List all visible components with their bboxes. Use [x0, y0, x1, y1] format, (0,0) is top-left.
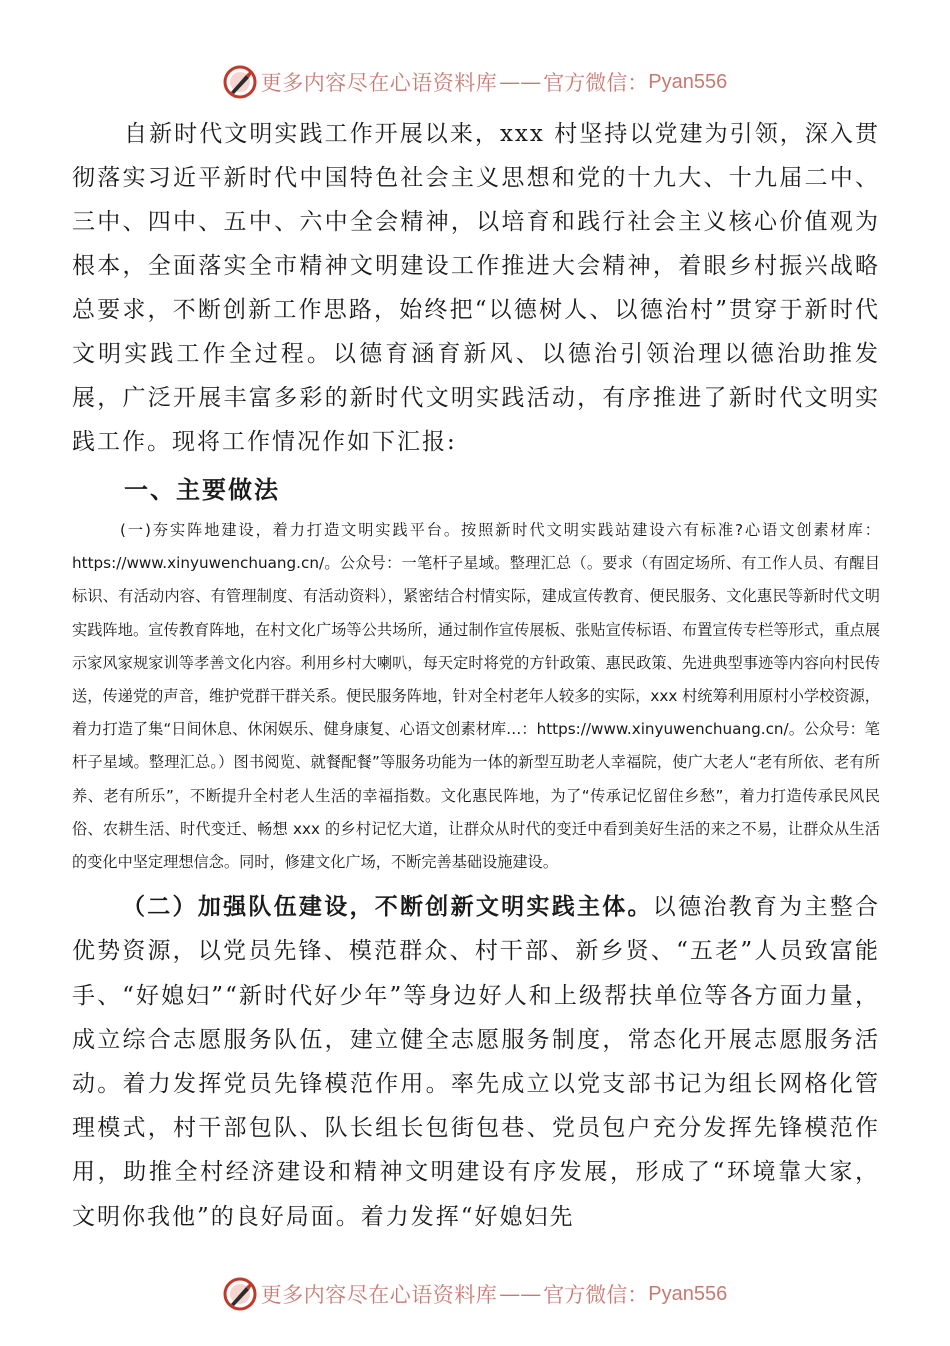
watermark-account: Pyan556 [648, 1282, 728, 1305]
pen-logo-icon [223, 1277, 257, 1311]
watermark-account: Pyan556 [648, 70, 728, 93]
document-body [72, 112, 880, 1239]
watermark-brand: 更多内容尽在心语资料库 [260, 1283, 498, 1307]
pen-logo-icon [223, 65, 257, 99]
watermark-dash: —— [499, 70, 542, 94]
watermark-wechat-label: 官方微信： [543, 1283, 649, 1307]
paragraph-lead-title: （二）加强队伍建设，不断创新文明实践主体。 [122, 894, 653, 921]
watermark-banner-bottom [0, 1274, 950, 1314]
watermark-banner-top [0, 62, 950, 102]
paragraph-team-building [72, 885, 880, 1239]
paragraph-base-construction: (一)夯实阵地建设，着力打造文明实践平台。按照新时代文明实践站建设六有标准?心语文创素材库：https://www.xinyuwenchuang.cn/。公众号：一笔杆子星域。整理汇总（。要求（有固定场所、有工作人员、有醒目标识、有活动内容、有管理制度、有活动资料），紧密结合村情实际，建成宣传教育、便民服务、文化惠民等新时代文明实践阵地。宣传教育阵地，在村文化广场等公共场所，通过制作宣传展板、张贴宣传标语、布置宣传专栏等形式，重点展示家风家规家训等孝善文化内容。利用乡村大喇叭，每天定时将党的方针政策、惠民政策、先进典型事迹等内容向村民传送，传递党的声音，维护党群干群关系。便民服务阵地，针对全村老年人较多的实际，xxx 村统筹利用原村小学校资源，着力打造了集“日间休息、休闲娱乐、健身康复、心语文创素材库…：https://www.xinyuwenchuang.cn/。公众号：笔杆子星域。整理汇总。）图书阅览、就餐配餐”等服务功能为一体的新型互助老人幸福院，使广大老人“老有所依、老有所养、老有所乐”，不断提升全村老人生活的幸福指数。文化惠民阵地，为了“传承记忆留住乡愁”，着力打造传承民风民俗、农耕生活、时代变迁、畅想 xxx 的乡村记忆大道，让群众从时代的变迁中看到美好生活的来之不易，让群众从生活的变化中坚定理想信念。同时，修建文化广场，不断完善基础设施建设。 [72, 521, 880, 872]
watermark-wechat-label: 官方微信： [543, 71, 649, 95]
intro-paragraph: 自新时代文明实践工作开展以来，xxx 村坚持以党建为引领，深入贯彻落实习近平新时代中国特色社会主义思想和党的十九大、十九届二中、三中、四中、五中、六中全会精神，以培育和践行社会主义核心价值观为根本，全面落实全市精神文明建设工作推进大会精神，着眼乡村振兴战略总要求，不断创新工作思路，始终把“以德树人、以德治村”贯穿于新时代文明实践工作全过程。以德育涵育新风、以德治引领治理以德治助推发展，广泛开展丰富多彩的新时代文明实践活动，有序推进了新时代文明实践工作。现将工作情况作如下汇报: [72, 121, 880, 455]
section-heading: 一、主要做法 [124, 476, 280, 504]
paragraph-team-text: 以德治教育为主整合优势资源，以党员先锋、模范群众、村干部、新乡贤、“五老”人员致富能手、“好媳妇”“新时代好少年”等身边好人和上级帮扶单位等各方面力量，成立综合志愿服务队伍，建立健全志愿服务制度，常态化开展志愿服务活动。着力发挥党员先锋模范作用。率先成立以党支部书记为组长网格化管理模式，村干部包队、队长组长包街包巷、党员包户充分发挥先锋模范作用，助推全村经济建设和精神文明建设有序发展，形成了“环境靠大家，文明你我他”的良好局面。着力发挥“好媳妇先 [72, 894, 881, 1230]
watermark-dash: —— [499, 1282, 542, 1306]
watermark-brand: 更多内容尽在心语资料库 [260, 71, 498, 95]
